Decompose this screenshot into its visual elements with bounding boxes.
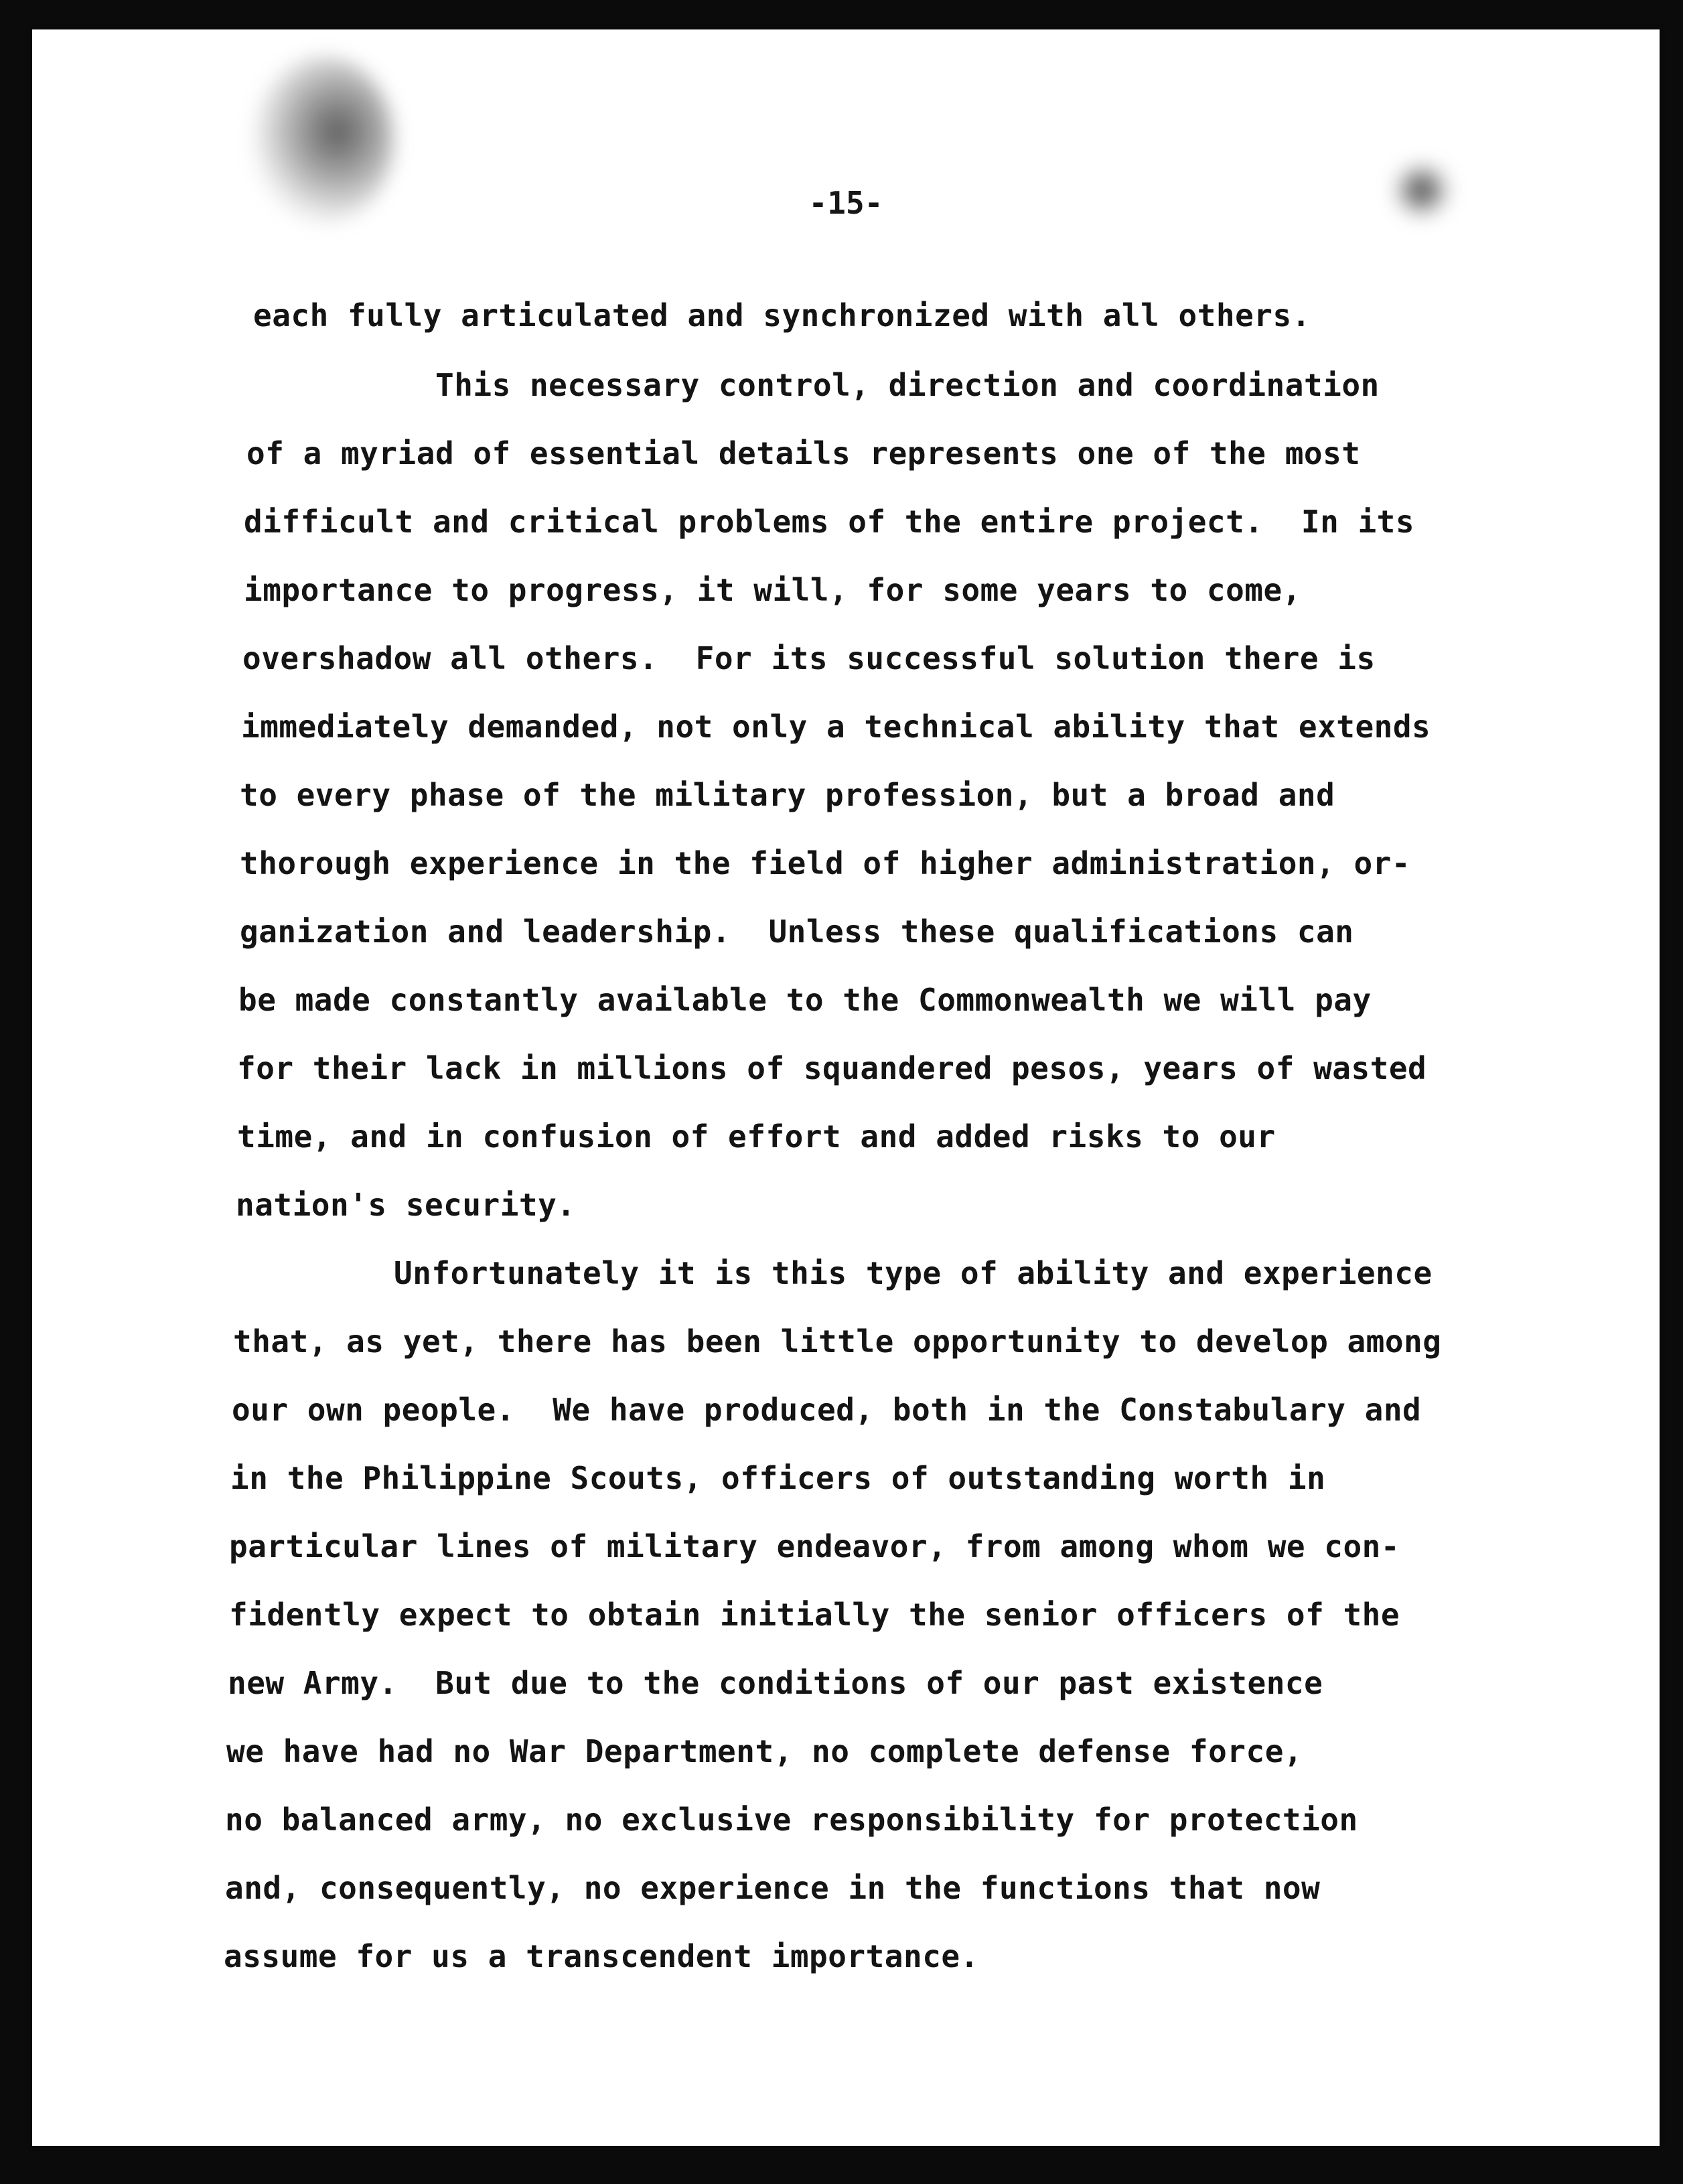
text-line: to every phase of the military profession, but a broad and xyxy=(240,777,1335,813)
text-line: fidently expect to obtain initially the senior officers of the xyxy=(229,1597,1400,1633)
text-line: that, as yet, there has been little opportunity to develop among xyxy=(233,1323,1442,1360)
text-line: particular lines of military endeavor, from among whom we con- xyxy=(229,1528,1400,1564)
text-line: no balanced army, no exclusive responsibility for protection xyxy=(225,1802,1358,1838)
text-line: for their lack in millions of squandered pesos, years of wasted xyxy=(237,1050,1427,1086)
text-line: be made constantly available to the Commonwealth we will pay xyxy=(238,982,1372,1018)
text-line: assume for us a transcendent importance. xyxy=(224,1938,979,1974)
text-line: and, consequently, no experience in the functions that now xyxy=(225,1870,1321,1906)
text-line: nation's security. xyxy=(236,1187,576,1223)
text-line: immediately demanded, not only a technical ability that extends xyxy=(241,709,1431,745)
text-line: time, and in confusion of effort and added risks to our xyxy=(237,1118,1276,1155)
text-line: of a myriad of essential details represents one of the most xyxy=(246,435,1361,471)
text-line: new Army. But due to the conditions of our past existence xyxy=(228,1665,1323,1701)
text-line: we have had no War Department, no complete defense force, xyxy=(226,1733,1303,1769)
text-line: in the Philippine Scouts, officers of outstanding worth in xyxy=(230,1460,1326,1496)
text-line: our own people. We have produced, both in the Constabulary and xyxy=(232,1392,1422,1428)
document-page xyxy=(32,29,1660,2146)
page-number: -15- xyxy=(808,185,883,221)
text-line: importance to progress, it will, for some years to come, xyxy=(244,572,1301,608)
text-line: thorough experience in the field of higher administration, or- xyxy=(240,845,1411,881)
text-line: each fully articulated and synchronized with all others. xyxy=(253,297,1311,334)
text-line: This necessary control, direction and coordination xyxy=(435,367,1380,403)
text-line: overshadow all others. For its successful solution there is xyxy=(242,640,1376,676)
text-line: difficult and critical problems of the entire project. In its xyxy=(244,504,1415,540)
text-line: ganization and leadership. Unless these qualifications can xyxy=(240,914,1354,950)
text-line: Unfortunately it is this type of ability and experience xyxy=(394,1255,1433,1291)
